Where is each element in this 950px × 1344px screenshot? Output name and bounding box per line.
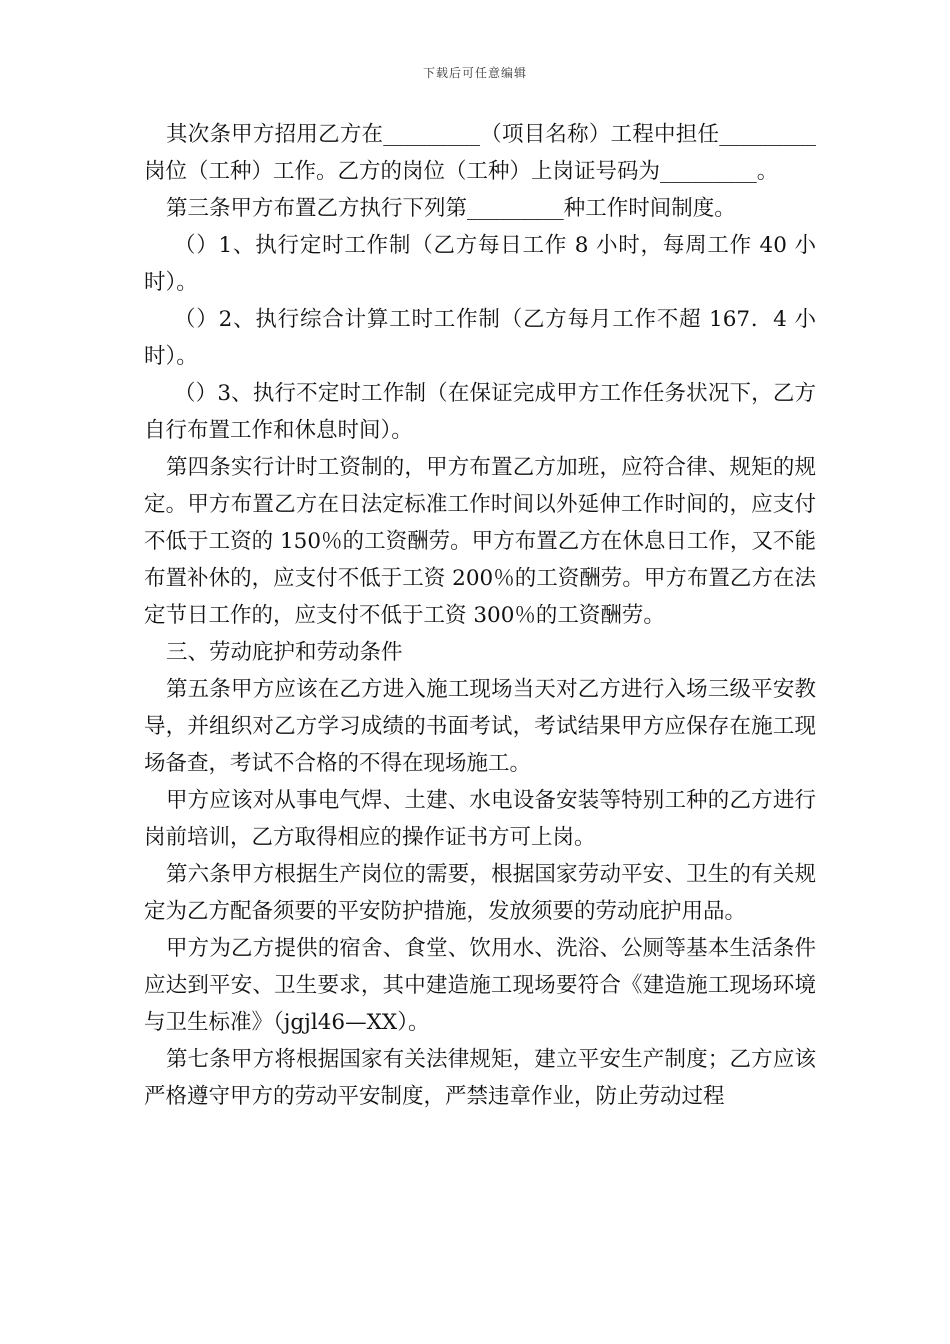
- paragraph-article-3: 第三条甲方布置乙方执行下列第_________种工作时间制度。: [166, 196, 736, 221]
- paragraph-article-4: 第四条实行计时工资制的，甲方布置乙方加班，应符合律、规矩的规定。甲方布置乙方在日法定标准工作时间以外延伸工作时间的，应支付不低于工资的 150％的工资酬劳。甲方布置乙方在休息日工作，又不能布置补休的，应支付不低于工资 200％的工资酬劳。甲方布置乙方在法定节日工作的，应支付不低于工资 300％的工资酬劳。: [144, 455, 816, 628]
- paragraph-article-5: 第五条甲方应该在乙方进入施工现场当天对乙方进行入场三级平安教导，并组织对乙方学习成绩的书面考试，考试结果甲方应保存在施工现场备查，考试不合格的不得在现场施工。: [144, 677, 816, 776]
- section-heading-labor-protection: 三、劳动庇护和劳动条件: [166, 640, 403, 665]
- paragraph-article-7: 第七条甲方将根据国家有关法律规矩，建立平安生产制度；乙方应该严格遵守甲方的劳动平安制度，严禁违章作业，防止劳动过程: [144, 1047, 816, 1109]
- paragraph-special-training: 甲方应该对从事电气焊、土建、水电设备安装等特别工种的乙方进行岗前培训，乙方取得相应的操作证书方可上岗。: [144, 788, 816, 850]
- page-header-note: 下载后可任意编辑: [422, 66, 527, 80]
- paragraph-living-conditions: 甲方为乙方提供的宿舍、食堂、饮用水、洗浴、公厕等基本生活条件应达到平安、卫生要求，其中建造施工现场要符合《建造施工现场环境与卫生标准》（jgjl46—XX）。: [144, 936, 816, 1035]
- paragraph-option-3: （）3、执行不定时工作制（在保证完成甲方工作任务状况下，乙方自行布置工作和休息时间）。: [144, 381, 816, 443]
- paragraph-option-2: （）2、执行综合计算工时工作制（乙方每月工作不超 167．4 小时）。: [144, 307, 816, 369]
- paragraph-option-1: （）1、执行定时工作制（乙方每日工作 8 小时，每周工作 40 小时）。: [144, 233, 816, 295]
- paragraph-article-6: 第六条甲方根据生产岗位的需要，根据国家劳动平安、卫生的有关规定为乙方配备须要的平安防护措施，发放须要的劳动庇护用品。: [144, 862, 816, 924]
- document-body: [144, 116, 816, 1115]
- paragraph-article-2: 其次条甲方招用乙方在_________（项目名称）工程中担任_________岗位（工种）工作。乙方的岗位（工种）上岗证号码为_________。: [144, 122, 816, 184]
